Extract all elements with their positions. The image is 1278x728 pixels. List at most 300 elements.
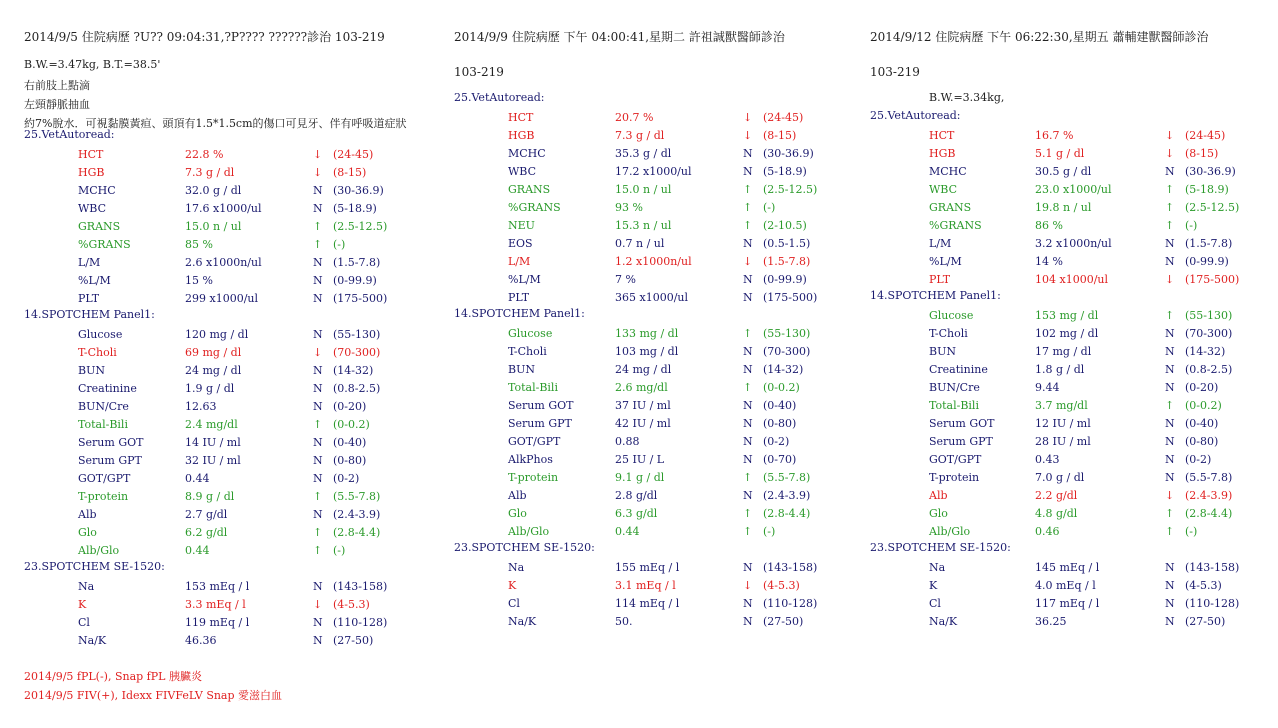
test-flag: N [313, 274, 323, 287]
reference-range: (55-130) [333, 328, 381, 341]
test-value: 14 IU / ml [185, 436, 241, 449]
reference-range: (-) [333, 544, 346, 557]
test-flag: ↑ [1165, 399, 1175, 412]
reference-range: (8-15) [763, 129, 797, 142]
test-name: Na [78, 580, 95, 593]
test-name: %GRANS [508, 201, 561, 214]
test-value: 2.8 g/dl [615, 489, 658, 502]
lab-result-row [865, 415, 1278, 433]
test-name: K [78, 598, 87, 611]
test-flag: ↓ [743, 255, 753, 268]
reference-range: (0-80) [333, 454, 367, 467]
test-value: 22.8 % [185, 148, 224, 161]
test-flag: ↑ [1165, 219, 1175, 232]
reference-range: (70-300) [763, 345, 811, 358]
test-value: 16.7 % [1035, 129, 1074, 142]
test-name: WBC [508, 165, 537, 178]
test-value: 7.0 g / dl [1035, 471, 1085, 484]
test-value: 20.7 % [615, 111, 654, 124]
test-value: 7.3 g / dl [185, 166, 235, 179]
reference-range: (0-99.9) [1185, 255, 1229, 268]
reference-range: (24-45) [763, 111, 804, 124]
reference-range: (27-50) [1185, 615, 1226, 628]
test-name: EOS [508, 237, 533, 250]
lab-result-row [430, 487, 865, 505]
reference-range: (30-36.9) [333, 184, 384, 197]
test-flag: ↓ [1165, 273, 1175, 286]
test-flag: N [313, 292, 323, 305]
test-value: 2.4 mg/dl [185, 418, 238, 431]
lab-result-row [0, 398, 430, 416]
lab-result-row [865, 523, 1278, 541]
test-name: K [929, 579, 938, 592]
reference-range: (0.5-1.5) [763, 237, 811, 250]
test-flag: N [743, 453, 753, 466]
test-flag: ↑ [1165, 201, 1175, 214]
test-value: 0.7 n / ul [615, 237, 665, 250]
reference-range: (5.5-7.8) [333, 490, 381, 503]
lab-result-row [430, 433, 865, 451]
lab-result-row [430, 577, 865, 595]
lab-result-row [0, 218, 430, 236]
test-flag: N [1165, 327, 1175, 340]
lab-result-row [0, 524, 430, 542]
lab-result-row [430, 613, 865, 631]
lab-result-row [865, 127, 1278, 145]
test-name: WBC [929, 183, 958, 196]
test-flag: N [313, 202, 323, 215]
test-flag: ↑ [1165, 183, 1175, 196]
test-value: 28 IU / ml [1035, 435, 1091, 448]
reference-range: (-) [333, 238, 346, 251]
test-name: Creatinine [929, 363, 988, 376]
test-flag: ↑ [1165, 309, 1175, 322]
reference-range: (4-5.3) [1185, 579, 1222, 592]
lab-result-row [865, 307, 1278, 325]
test-name: Alb [78, 508, 97, 521]
reference-range: (0-2) [333, 472, 360, 485]
clinical-note: 左頸靜脈抽血 [24, 98, 90, 111]
section-title: 23.SPOTCHEM SE-1520: [454, 541, 595, 554]
test-name: T-protein [508, 471, 559, 484]
test-name: BUN [508, 363, 535, 376]
reference-range: (2.8-4.4) [1185, 507, 1233, 520]
test-name: Cl [508, 597, 520, 610]
lab-result-row [430, 289, 865, 307]
test-name: L/M [508, 255, 531, 268]
test-flag: N [743, 273, 753, 286]
lab-result-row [0, 236, 430, 254]
test-flag: ↑ [313, 544, 323, 557]
section-title: 25.VetAutoread: [24, 128, 115, 141]
test-name: Na [508, 561, 525, 574]
test-flag: ↑ [1165, 525, 1175, 538]
lab-result-row [865, 343, 1278, 361]
test-value: 0.44 [185, 544, 210, 557]
test-value: 17.6 x1000/ul [185, 202, 262, 215]
test-value: 299 x1000/ul [185, 292, 258, 305]
test-flag: ↓ [1165, 129, 1175, 142]
test-value: 3.3 mEq / l [185, 598, 246, 611]
record-header: 2014/9/5 住院病歷 ?U?? 09:04:31,?P???? ??????診治 103-219 [24, 30, 385, 44]
lab-result-row [430, 469, 865, 487]
test-name: Creatinine [78, 382, 137, 395]
lab-result-row [865, 613, 1278, 631]
lab-result-row [430, 181, 865, 199]
test-note: 2014/9/5 fPL(-), Snap fPL 胰臟炎 [24, 670, 202, 683]
test-value: 6.2 g/dl [185, 526, 228, 539]
test-name: HGB [929, 147, 956, 160]
test-flag: N [1165, 579, 1175, 592]
reference-range: (-) [1185, 525, 1198, 538]
test-name: Glo [78, 526, 97, 539]
record-header: 2014/9/9 住院病歷 下午 04:00:41,星期二 許祖誠獸醫師診治 [454, 30, 785, 44]
test-flag: N [1165, 255, 1175, 268]
test-value: 85 % [185, 238, 213, 251]
test-value: 7 % [615, 273, 636, 286]
test-name: HGB [508, 129, 535, 142]
test-flag: N [743, 345, 753, 358]
section-title: 14.SPOTCHEM Panel1: [24, 308, 155, 321]
reference-range: (2.8-4.4) [763, 507, 811, 520]
lab-result-row [865, 181, 1278, 199]
test-flag: ↓ [313, 346, 323, 359]
test-flag: N [743, 615, 753, 628]
reference-range: (110-128) [333, 616, 388, 629]
test-value: 3.2 x1000n/ul [1035, 237, 1112, 250]
lab-result-row [0, 290, 430, 308]
test-value: 4.0 mEq / l [1035, 579, 1096, 592]
reference-range: (-) [1185, 219, 1198, 232]
reference-range: (0-2) [763, 435, 790, 448]
test-value: 0.88 [615, 435, 640, 448]
test-value: 86 % [1035, 219, 1063, 232]
test-value: 2.6 mg/dl [615, 381, 668, 394]
reference-range: (30-36.9) [763, 147, 814, 160]
lab-result-row [430, 361, 865, 379]
test-flag: ↓ [313, 598, 323, 611]
test-name: AlkPhos [508, 453, 553, 466]
test-name: Na [929, 561, 946, 574]
test-name: GOT/GPT [508, 435, 561, 448]
reference-range: (2.4-3.9) [1185, 489, 1233, 502]
test-name: GRANS [508, 183, 551, 196]
reference-range: (0-2) [1185, 453, 1212, 466]
test-flag: N [743, 417, 753, 430]
section-title: 25.VetAutoread: [454, 91, 545, 104]
lab-result-row [865, 397, 1278, 415]
test-flag: ↓ [743, 579, 753, 592]
lab-result-row [430, 235, 865, 253]
test-name: Serum GPT [78, 454, 142, 467]
lab-result-row [430, 109, 865, 127]
lab-result-row [865, 469, 1278, 487]
reference-range: (5.5-7.8) [763, 471, 811, 484]
lab-result-row [0, 434, 430, 452]
test-value: 7.3 g / dl [615, 129, 665, 142]
test-flag: N [743, 561, 753, 574]
test-value: 114 mEq / l [615, 597, 680, 610]
reference-range: (143-158) [1185, 561, 1240, 574]
test-value: 0.44 [185, 472, 210, 485]
test-flag: ↓ [743, 129, 753, 142]
test-name: MCHC [929, 165, 967, 178]
reference-range: (0-80) [763, 417, 797, 430]
reference-range: (1.5-7.8) [333, 256, 381, 269]
test-value: 117 mEq / l [1035, 597, 1100, 610]
test-name: Alb/Glo [929, 525, 971, 538]
test-flag: N [743, 489, 753, 502]
reference-range: (2.5-12.5) [1185, 201, 1240, 214]
test-value: 1.2 x1000n/ul [615, 255, 692, 268]
reference-range: (5-18.9) [333, 202, 377, 215]
lab-result-row [865, 217, 1278, 235]
reference-range: (5-18.9) [1185, 183, 1229, 196]
test-name: GRANS [78, 220, 121, 233]
test-name: MCHC [78, 184, 116, 197]
reference-range: (0.8-2.5) [1185, 363, 1233, 376]
lab-result-row [0, 254, 430, 272]
clinical-note: B.W.=3.34kg, [929, 91, 1005, 104]
test-value: 50. [615, 615, 633, 628]
lab-result-row [0, 632, 430, 650]
test-value: 103 mg / dl [615, 345, 679, 358]
reference-range: (2.8-4.4) [333, 526, 381, 539]
lab-result-row [0, 578, 430, 596]
test-value: 93 % [615, 201, 643, 214]
test-value: 1.8 g / dl [1035, 363, 1085, 376]
test-flag: N [313, 634, 323, 647]
lab-result-row [0, 470, 430, 488]
test-flag: N [743, 291, 753, 304]
reference-range: (14-32) [333, 364, 374, 377]
lab-result-row [865, 163, 1278, 181]
test-name: Na/K [508, 615, 537, 628]
lab-result-row [430, 163, 865, 181]
reference-range: (1.5-7.8) [1185, 237, 1233, 250]
test-value: 17.2 x1000/ul [615, 165, 692, 178]
test-flag: ↑ [313, 526, 323, 539]
lab-result-row [865, 235, 1278, 253]
reference-range: (27-50) [763, 615, 804, 628]
reference-range: (0-99.9) [333, 274, 377, 287]
test-name: Glucose [929, 309, 974, 322]
test-flag: N [743, 237, 753, 250]
test-value: 365 x1000/ul [615, 291, 688, 304]
reference-range: (0-70) [763, 453, 797, 466]
lab-result-row [865, 325, 1278, 343]
test-flag: ↓ [743, 111, 753, 124]
reference-range: (175-500) [1185, 273, 1240, 286]
reference-range: (1.5-7.8) [763, 255, 811, 268]
clinical-note: 約7%脫水．可視黏膜黃疸、頭頂有1.5*1.5cm的傷口可見牙、伴有呼吸道症狀 [24, 117, 407, 130]
test-value: 2.2 g/dl [1035, 489, 1078, 502]
lab-result-row [0, 380, 430, 398]
test-name: WBC [78, 202, 107, 215]
test-flag: ↓ [313, 166, 323, 179]
reference-range: (0.8-2.5) [333, 382, 381, 395]
test-value: 15.0 n / ul [615, 183, 672, 196]
test-flag: N [743, 165, 753, 178]
test-flag: N [313, 616, 323, 629]
test-value: 15.0 n / ul [185, 220, 242, 233]
lab-result-row [865, 379, 1278, 397]
section-title: 14.SPOTCHEM Panel1: [454, 307, 585, 320]
test-flag: N [1165, 417, 1175, 430]
test-name: BUN [929, 345, 956, 358]
test-value: 153 mEq / l [185, 580, 250, 593]
test-name: %L/M [78, 274, 111, 287]
test-flag: N [743, 147, 753, 160]
section-title: 14.SPOTCHEM Panel1: [870, 289, 1001, 302]
test-name: Serum GOT [78, 436, 144, 449]
test-flag: N [1165, 615, 1175, 628]
lab-result-row [0, 164, 430, 182]
test-value: 4.8 g/dl [1035, 507, 1078, 520]
test-value: 5.1 g / dl [1035, 147, 1085, 160]
test-value: 119 mEq / l [185, 616, 250, 629]
test-name: Glo [508, 507, 527, 520]
reference-range: (175-500) [763, 291, 818, 304]
test-name: HCT [508, 111, 534, 124]
reference-range: (0-80) [1185, 435, 1219, 448]
lab-result-row [0, 542, 430, 560]
test-value: 2.6 x1000n/ul [185, 256, 262, 269]
test-name: Na/K [78, 634, 107, 647]
test-name: HGB [78, 166, 105, 179]
test-value: 24 mg / dl [185, 364, 242, 377]
test-name: BUN/Cre [78, 400, 129, 413]
test-value: 120 mg / dl [185, 328, 249, 341]
lab-result-row [865, 487, 1278, 505]
reference-range: (-) [763, 201, 776, 214]
test-flag: ↑ [1165, 507, 1175, 520]
reference-range: (14-32) [763, 363, 804, 376]
reference-range: (55-130) [1185, 309, 1233, 322]
test-value: 15 % [185, 274, 213, 287]
test-name: PLT [508, 291, 530, 304]
test-name: L/M [929, 237, 952, 250]
reference-range: (24-45) [1185, 129, 1226, 142]
test-flag: ↓ [313, 148, 323, 161]
reference-range: (0-99.9) [763, 273, 807, 286]
lab-result-row [0, 362, 430, 380]
test-flag: N [1165, 597, 1175, 610]
test-flag: ↑ [313, 418, 323, 431]
test-flag: N [313, 364, 323, 377]
lab-result-row [0, 344, 430, 362]
test-value: 153 mg / dl [1035, 309, 1099, 322]
case-number: 103-219 [454, 65, 504, 79]
test-flag: ↑ [743, 471, 753, 484]
test-name: GOT/GPT [929, 453, 982, 466]
lab-result-row [0, 416, 430, 434]
test-value: 32.0 g / dl [185, 184, 242, 197]
lab-result-row [0, 146, 430, 164]
reference-range: (143-158) [763, 561, 818, 574]
test-flag: N [313, 436, 323, 449]
test-name: Cl [78, 616, 90, 629]
reference-range: (2.5-12.5) [763, 183, 818, 196]
reference-range: (4-5.3) [333, 598, 370, 611]
record-header: 2014/9/12 住院病歷 下午 06:22:30,星期五 蕭輔建獸醫師診治 [870, 30, 1209, 44]
test-name: T-Choli [78, 346, 117, 359]
test-value: 17 mg / dl [1035, 345, 1092, 358]
clinical-note: B.W.=3.47kg, B.T.=38.5' [24, 58, 161, 71]
lab-result-row [430, 271, 865, 289]
lab-result-row [865, 271, 1278, 289]
test-value: 14 % [1035, 255, 1063, 268]
test-value: 30.5 g / dl [1035, 165, 1092, 178]
test-value: 9.44 [1035, 381, 1060, 394]
test-flag: ↑ [313, 220, 323, 233]
lab-result-row [430, 397, 865, 415]
test-value: 6.3 g/dl [615, 507, 658, 520]
lab-result-row [0, 200, 430, 218]
test-name: %L/M [508, 273, 541, 286]
test-flag: N [1165, 471, 1175, 484]
test-name: PLT [929, 273, 951, 286]
test-name: NEU [508, 219, 535, 232]
test-flag: ↑ [743, 507, 753, 520]
test-value: 69 mg / dl [185, 346, 242, 359]
test-name: BUN [78, 364, 105, 377]
lab-result-row [865, 253, 1278, 271]
test-name: %GRANS [929, 219, 982, 232]
lab-result-row [430, 127, 865, 145]
test-flag: ↑ [313, 490, 323, 503]
lab-result-row [865, 505, 1278, 523]
test-name: Serum GPT [508, 417, 572, 430]
test-name: Alb/Glo [508, 525, 550, 538]
lab-result-row [430, 343, 865, 361]
lab-result-row [430, 415, 865, 433]
section-title: 23.SPOTCHEM SE-1520: [870, 541, 1011, 554]
reference-range: (70-300) [333, 346, 381, 359]
test-value: 145 mEq / l [1035, 561, 1100, 574]
lab-result-row [0, 614, 430, 632]
test-name: Total-Bili [929, 399, 979, 412]
test-flag: N [313, 184, 323, 197]
test-flag: N [313, 400, 323, 413]
section-title: 23.SPOTCHEM SE-1520: [24, 560, 165, 573]
lab-result-row [430, 559, 865, 577]
reference-range: (5-18.9) [763, 165, 807, 178]
test-value: 1.9 g / dl [185, 382, 235, 395]
test-flag: ↑ [313, 238, 323, 251]
test-value: 0.46 [1035, 525, 1060, 538]
reference-range: (8-15) [1185, 147, 1219, 160]
test-value: 3.7 mg/dl [1035, 399, 1088, 412]
test-flag: ↑ [743, 327, 753, 340]
test-value: 133 mg / dl [615, 327, 679, 340]
lab-result-row [430, 505, 865, 523]
lab-result-row [430, 199, 865, 217]
test-name: HCT [78, 148, 104, 161]
test-name: T-Choli [508, 345, 547, 358]
test-name: Cl [929, 597, 941, 610]
test-name: Serum GOT [929, 417, 995, 430]
test-name: Total-Bili [508, 381, 558, 394]
reference-range: (0-0.2) [1185, 399, 1222, 412]
lab-result-row [865, 559, 1278, 577]
test-value: 15.3 n / ul [615, 219, 672, 232]
reference-range: (0-0.2) [763, 381, 800, 394]
reference-range: (143-158) [333, 580, 388, 593]
test-value: 9.1 g / dl [615, 471, 665, 484]
test-flag: ↑ [743, 219, 753, 232]
lab-result-row [0, 596, 430, 614]
